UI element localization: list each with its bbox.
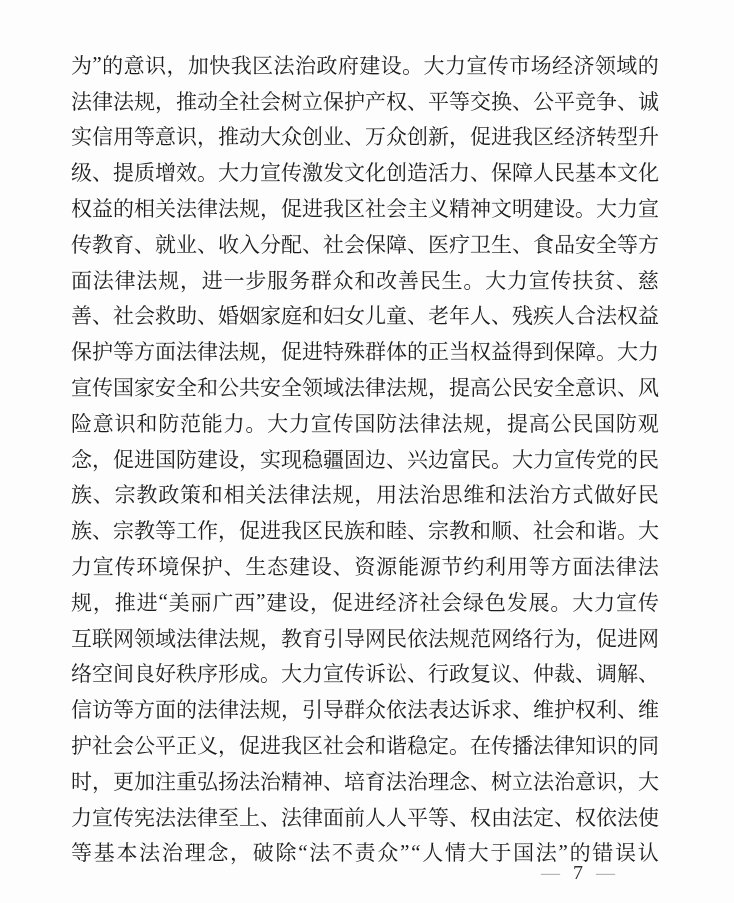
text-line: 等 基 本 法 治 理 念 ， 破 除 “ 法 不 责 众 ” “ 人 情 大 于 国 法 ” 的 错 误 认 bbox=[71, 839, 659, 866]
text-line: 法 律 法 规 ， 推 动 全 社 会 树 立 保 护 产 权 、 平 等 交 换 、 公 平 竞 争 、 诚 bbox=[71, 89, 659, 114]
text-line: 信 访 等 方 面 的 法 律 法 规 ， 引 导 群 众 依 法 表 达 诉 求 、 维 护 权 利 、 维 bbox=[71, 698, 659, 723]
text-line: 权 益 的 相 关 法 律 法 规 ， 促 进 我 区 社 会 主 义 精 神 文 明 建 设 。 大 力 宣 bbox=[71, 197, 659, 222]
page-number bbox=[541, 861, 615, 885]
text-line: 力 宣 传 环 境 保 护 、 生 态 建 设 、 资 源 能 源 节 约 利 用 等 方 面 法 律 法 bbox=[71, 555, 659, 580]
text-line: 族 、 宗 教 政 策 和 相 关 法 律 法 规 ， 用 法 治 思 维 和 法 治 方 式 做 好 民 bbox=[71, 483, 659, 508]
text-line: 规 ， 推 进 “ 美 丽 广 西 ” 建 设 ， 促 进 经 济 社 会 绿 色 发 展 。 大 力 宣 传 bbox=[71, 589, 659, 615]
text-line: 险 意 识 和 防 范 能 力 。 大 力 宣 传 国 防 法 律 法 规 ， 提 高 公 民 国 防 观 bbox=[71, 411, 659, 436]
text-line: 念 ， 促 进 国 防 建 设 ， 实 现 稳 疆 固 边 、 兴 边 富 民 。 大 力 宣 传 党 的 民 bbox=[71, 447, 659, 472]
text-line: 保 护 等 方 面 法 律 法 规 ， 促 进 特 殊 群 体 的 正 当 权 益 得 到 保 障 。 大 力 bbox=[71, 340, 659, 365]
text-line: 级 、 提 质 增 效 。 大 力 宣 传 激 发 文 化 创 造 活 力 、 保 障 人 民 基 本 文 化 bbox=[71, 161, 659, 186]
text-line: 时 ， 更 加 注 重 弘 扬 法 治 精 神 、 培 育 法 治 理 念 、 树 立 法 治 意 识 ， 大 bbox=[71, 769, 659, 794]
text-line: 宣 传 国 家 安 全 和 公 共 安 全 领 域 法 律 法 规 ， 提 高 公 民 安 全 意 识 、 风 bbox=[71, 376, 659, 401]
text-line: 传 教 育 、 就 业 、 收 入 分 配 、 社 会 保 障 、 医 疗 卫 生 、 食 品 安 全 等 方 bbox=[71, 232, 659, 257]
text-line: 互 联 网 领 域 法 律 法 规 ， 教 育 引 导 网 民 依 法 规 范 网 络 行 为 ， 促 进 网 bbox=[71, 626, 659, 651]
text-line: 善 、 社 会 救 助 、 婚 姻 家 庭 和 妇 女 儿 童 、 老 年 人 、 残 疾 人 合 法 权 益 bbox=[71, 304, 659, 329]
text-line: 为 ” 的 意 识 ， 加 快 我 区 法 治 政 府 建 设 。 大 力 宣 传 市 场 经 济 领 域 的 bbox=[71, 52, 659, 78]
text-line: 护 社 会 公 平 正 义 ， 促 进 我 区 社 会 和 谐 稳 定 。 在 传 播 法 律 知 识 的 同 bbox=[71, 734, 659, 759]
text-line: 络 空 间 良 好 秩 序 形 成 。 大 力 宣 传 诉 讼 、 行 政 复 议 、 仲 裁 、 调 解 、 bbox=[71, 662, 659, 687]
page-number-value: 7 bbox=[573, 861, 583, 884]
text-line: 实 信 用 等 意 识 ， 推 动 大 众 创 业 、 万 众 创 新 ， 促 进 我 区 经 济 转 型 升 bbox=[71, 125, 659, 150]
page-number-dash-left: — bbox=[541, 864, 560, 882]
text-line: 面 法 律 法 规 ， 进 一 步 服 务 群 众 和 改 善 民 生 。 大 力 宣 传 扶 贫 、 慈 bbox=[71, 268, 659, 293]
body-text bbox=[71, 47, 659, 870]
page-number-dash-right: — bbox=[596, 864, 615, 882]
text-line: 力 宣 传 宪 法 法 律 至 上 、 法 律 面 前 人 人 平 等 、 权 由 法 定 、 权 依 法 使 bbox=[71, 805, 659, 830]
text-line: 族 、 宗 教 等 工 作 ， 促 进 我 区 民 族 和 睦 、 宗 教 和 顺 、 社 会 和 谐 。 大 bbox=[71, 519, 659, 544]
